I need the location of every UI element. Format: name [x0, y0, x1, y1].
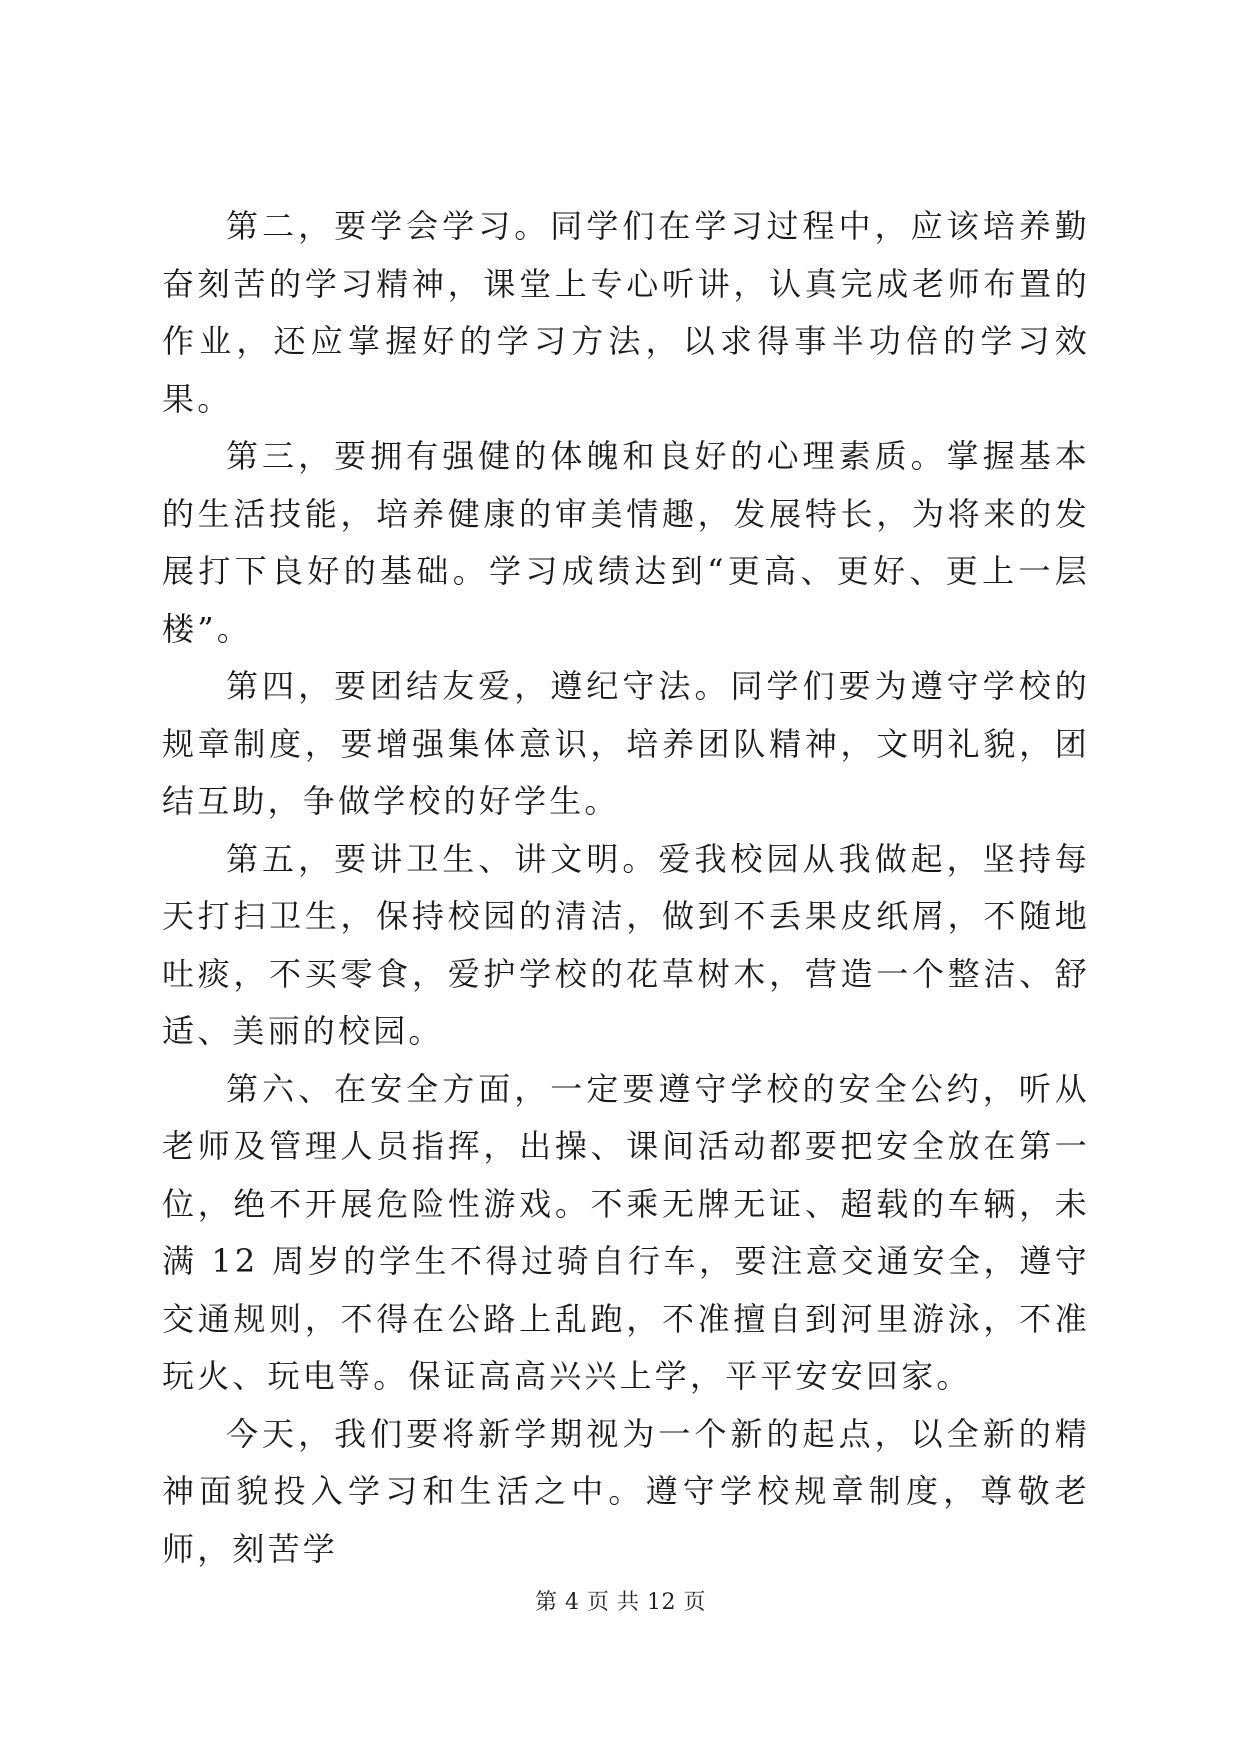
paragraph-7: 今天，我们要将新学期视为一个新的起点，以全新的精神面貌投入学习和生活之中。遵守学校规章制度，尊敬老师，刻苦学 [162, 1414, 1090, 1568]
paragraph-6: 第六、在安全方面，一定要遵守学校的安全公约，听从老师及管理人员指挥，出操、课间活动都要把安全放在第一位，绝不开展危险性游戏。不乘无牌无证、超载的车辆，未满 12 周岁的学生不得过骑自行车，要注意交通安全，遵守交通规则，不得在公路上乱跑，不准擅自到河里游泳，不准玩火、玩电等。保证高高兴兴上学，平平安安回家。 [162, 1069, 1090, 1395]
paragraph-5: 第五，要讲卫生、讲文明。爱我校园从我做起，坚持每天打扫卫生，保持校园的清洁，做到不丢果皮纸屑，不随地吐痰，不买零食，爱护学校的花草树木，营造一个整洁、舒适、美丽的校园。 [162, 839, 1090, 1050]
paragraph-3: 第三，要拥有强健的体魄和良好的心理素质。掌握基本的生活技能，培养健康的审美情趣，发展特长，为将来的发展打下良好的基础。学习成绩达到“更高、更好、更上一层楼”。 [162, 437, 1090, 648]
page-number-footer: 第 4 页 共 12 页 [535, 1590, 706, 1615]
paragraph-2: 第二，要学会学习。同学们在学习过程中，应该培养勤奋刻苦的学习精神，课堂上专心听讲，认真完成老师布置的作业，还应掌握好的学习方法，以求得事半功倍的学习效果。 [162, 207, 1090, 418]
document-body [162, 198, 1090, 1578]
paragraph-4: 第四，要团结友爱，遵纪守法。同学们要为遵守学校的规章制度，要增强集体意识，培养团队精神，文明礼貌，团结互助，争做学校的好学生。 [162, 667, 1090, 820]
